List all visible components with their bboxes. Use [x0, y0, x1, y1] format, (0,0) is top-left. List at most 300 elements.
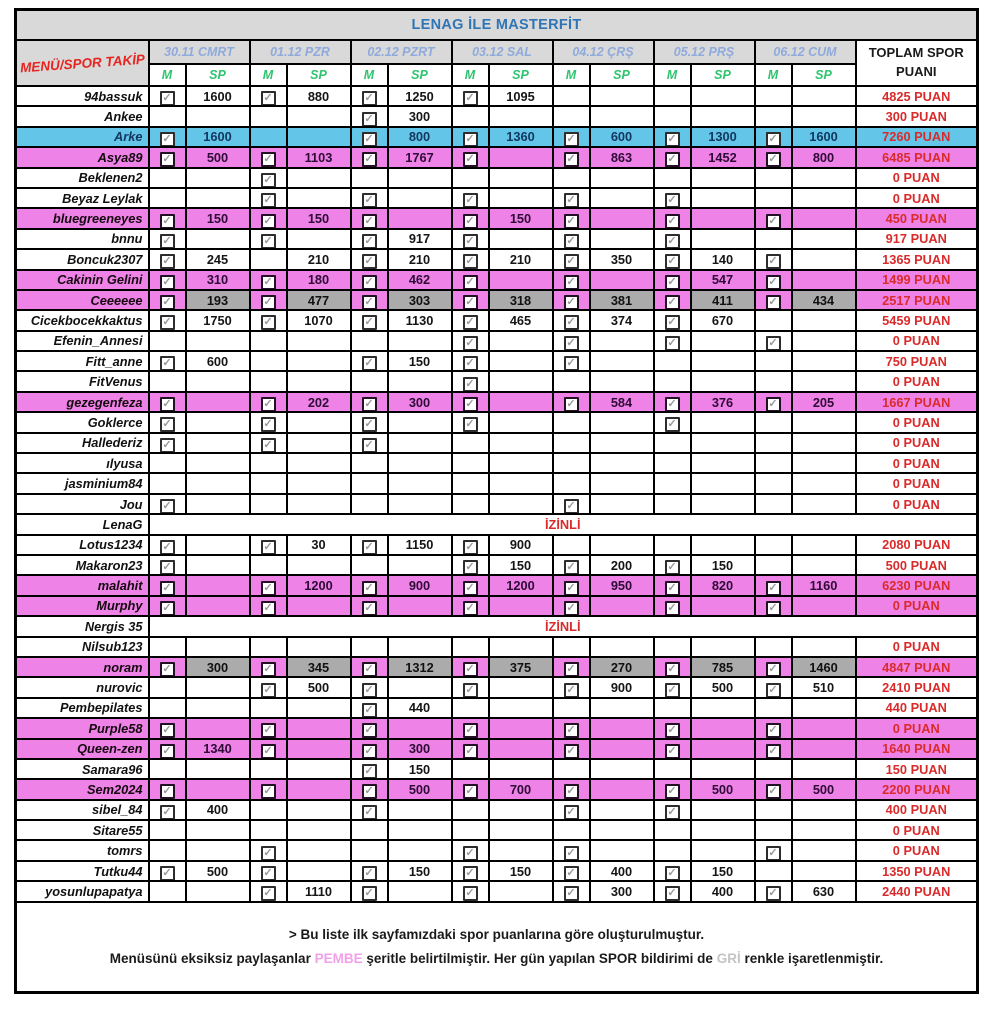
member-name: Fitt_anne: [16, 351, 149, 371]
menu-checkbox[interactable]: ✓: [362, 438, 377, 453]
menu-checkbox[interactable]: ✓: [362, 295, 377, 310]
sp-header: SP: [792, 64, 856, 86]
menu-checkbox[interactable]: ✓: [766, 846, 781, 861]
table-row: [16, 739, 978, 759]
sport-points-cell: 376: [691, 392, 755, 412]
sport-points-cell: [186, 555, 250, 575]
menu-check-cell: [654, 637, 691, 657]
menu-check-cell: [452, 840, 489, 860]
total-points: 0 PUAN: [856, 433, 978, 453]
menu-checkbox[interactable]: ✓: [766, 275, 781, 290]
sport-points-cell: [590, 779, 654, 799]
sport-points-cell: [489, 494, 553, 514]
table-row: [16, 86, 978, 106]
menu-checkbox[interactable]: ✓: [463, 377, 478, 392]
menu-checkbox[interactable]: ✓: [261, 193, 276, 208]
menu-checkbox[interactable]: ✓: [463, 132, 478, 147]
menu-checkbox[interactable]: ✓: [261, 214, 276, 229]
menu-checkbox[interactable]: ✓: [160, 91, 175, 106]
menu-check-cell: [452, 800, 489, 820]
menu-check-cell: [755, 718, 792, 738]
menu-checkbox[interactable]: ✓: [463, 662, 478, 677]
menu-checkbox[interactable]: ✓: [160, 601, 175, 616]
menu-checkbox[interactable]: ✓: [665, 784, 680, 799]
menu-checkbox[interactable]: ✓: [362, 356, 377, 371]
menu-checkbox[interactable]: ✓: [463, 744, 478, 759]
menu-checkbox[interactable]: ✓: [160, 499, 175, 514]
menu-checkbox[interactable]: ✓: [564, 295, 579, 310]
sport-points-cell: 1110: [287, 881, 351, 901]
menu-checkbox[interactable]: ✓: [362, 152, 377, 167]
menu-check-cell: [351, 249, 388, 269]
sport-points-cell: [792, 840, 856, 860]
menu-checkbox[interactable]: ✓: [665, 132, 680, 147]
menu-checkbox[interactable]: ✓: [665, 683, 680, 698]
menu-checkbox[interactable]: ✓: [362, 234, 377, 249]
menu-checkbox[interactable]: ✓: [362, 886, 377, 901]
menu-check-cell: [553, 229, 590, 249]
menu-checkbox[interactable]: ✓: [665, 417, 680, 432]
footnote-text: renkle işaretlenmiştir.: [740, 951, 884, 967]
menu-checkbox[interactable]: ✓: [463, 234, 478, 249]
menu-checkbox[interactable]: ✓: [463, 560, 478, 575]
menu-checkbox[interactable]: ✓: [261, 723, 276, 738]
menu-check-cell: [452, 657, 489, 677]
menu-checkbox[interactable]: ✓: [261, 438, 276, 453]
menu-checkbox[interactable]: ✓: [160, 397, 175, 412]
sport-points-cell: [590, 106, 654, 126]
menu-checkbox[interactable]: ✓: [160, 662, 175, 677]
menu-checkbox[interactable]: ✓: [261, 234, 276, 249]
sport-points-cell: [489, 677, 553, 697]
menu-checkbox[interactable]: ✓: [665, 723, 680, 738]
menu-checkbox[interactable]: ✓: [261, 581, 276, 596]
sport-points-cell: [186, 412, 250, 432]
menu-check-cell: [250, 331, 287, 351]
menu-checkbox[interactable]: ✓: [362, 397, 377, 412]
table-row: [16, 392, 978, 412]
menu-check-cell: [654, 718, 691, 738]
menu-checkbox[interactable]: ✓: [564, 356, 579, 371]
menu-checkbox[interactable]: ✓: [766, 214, 781, 229]
menu-checkbox[interactable]: ✓: [362, 744, 377, 759]
member-name: Cakinin Gelini: [16, 270, 149, 290]
menu-checkbox[interactable]: ✓: [362, 315, 377, 330]
sport-points-cell: [792, 310, 856, 330]
sport-points-cell: [792, 106, 856, 126]
total-points: 1499 PUAN: [856, 270, 978, 290]
menu-checkbox[interactable]: ✓: [463, 336, 478, 351]
menu-check-cell: [250, 371, 287, 391]
menu-check-cell: [250, 637, 287, 657]
menu-checkbox[interactable]: ✓: [362, 662, 377, 677]
menu-checkbox[interactable]: ✓: [261, 784, 276, 799]
menu-checkbox[interactable]: ✓: [261, 152, 276, 167]
menu-check-cell: [250, 820, 287, 840]
menu-checkbox[interactable]: ✓: [766, 397, 781, 412]
menu-checkbox[interactable]: ✓: [766, 683, 781, 698]
menu-checkbox[interactable]: ✓: [362, 601, 377, 616]
menu-checkbox[interactable]: ✓: [362, 723, 377, 738]
menu-check-cell: [654, 698, 691, 718]
menu-checkbox[interactable]: ✓: [463, 417, 478, 432]
menu-checkbox[interactable]: ✓: [463, 91, 478, 106]
menu-checkbox[interactable]: ✓: [261, 846, 276, 861]
menu-check-cell: [654, 596, 691, 616]
day-header-row: [16, 40, 978, 64]
table-row: [16, 779, 978, 799]
menu-checkbox[interactable]: ✓: [665, 275, 680, 290]
table-row: [16, 616, 978, 636]
menu-checkbox[interactable]: ✓: [766, 254, 781, 269]
menu-checkbox[interactable]: ✓: [665, 234, 680, 249]
menu-check-cell: [250, 392, 287, 412]
menu-check-cell: [553, 371, 590, 391]
menu-checkbox[interactable]: ✓: [766, 662, 781, 677]
menu-checkbox[interactable]: ✓: [564, 275, 579, 290]
menu-checkbox[interactable]: ✓: [463, 581, 478, 596]
table-row: [16, 249, 978, 269]
menu-checkbox[interactable]: ✓: [564, 560, 579, 575]
member-name: Lotus1234: [16, 535, 149, 555]
total-points: 2080 PUAN: [856, 535, 978, 555]
menu-checkbox[interactable]: ✓: [665, 805, 680, 820]
menu-check-cell: [351, 698, 388, 718]
menu-checkbox[interactable]: ✓: [564, 601, 579, 616]
menu-checkbox[interactable]: ✓: [362, 764, 377, 779]
menu-checkbox[interactable]: ✓: [665, 662, 680, 677]
menu-checkbox[interactable]: ✓: [564, 866, 579, 881]
menu-check-cell: [351, 596, 388, 616]
menu-checkbox[interactable]: ✓: [160, 295, 175, 310]
menu-checkbox[interactable]: ✓: [463, 356, 478, 371]
menu-checkbox[interactable]: ✓: [160, 866, 175, 881]
menu-checkbox[interactable]: ✓: [160, 784, 175, 799]
menu-check-cell: [452, 820, 489, 840]
menu-checkbox[interactable]: ✓: [362, 193, 377, 208]
sport-points-cell: [590, 759, 654, 779]
menu-checkbox[interactable]: ✓: [463, 254, 478, 269]
total-header-line1: TOPLAM SPOR: [868, 45, 964, 61]
menu-check-cell: [654, 677, 691, 697]
menu-checkbox[interactable]: ✓: [463, 683, 478, 698]
member-name: Makaron23: [16, 555, 149, 575]
menu-checkbox[interactable]: ✓: [564, 152, 579, 167]
menu-check-cell: [755, 657, 792, 677]
menu-checkbox[interactable]: ✓: [261, 744, 276, 759]
sport-points-cell: 150: [388, 861, 452, 881]
menu-checkbox[interactable]: ✓: [160, 254, 175, 269]
member-name: yosunlupapatya: [16, 881, 149, 901]
sport-points-cell: [388, 473, 452, 493]
menu-checkbox[interactable]: ✓: [463, 866, 478, 881]
menu-checkbox[interactable]: ✓: [261, 662, 276, 677]
menu-checkbox[interactable]: ✓: [766, 581, 781, 596]
menu-checkbox[interactable]: ✓: [564, 683, 579, 698]
menu-checkbox[interactable]: ✓: [261, 91, 276, 106]
table-row: [16, 555, 978, 575]
menu-checkbox[interactable]: ✓: [564, 254, 579, 269]
member-name: Samara96: [16, 759, 149, 779]
menu-checkbox[interactable]: ✓: [665, 744, 680, 759]
menu-checkbox[interactable]: ✓: [362, 866, 377, 881]
menu-checkbox[interactable]: ✓: [362, 581, 377, 596]
menu-checkbox[interactable]: ✓: [160, 417, 175, 432]
sport-points-cell: [792, 331, 856, 351]
menu-checkbox[interactable]: ✓: [665, 581, 680, 596]
menu-checkbox[interactable]: ✓: [564, 234, 579, 249]
total-points: 1365 PUAN: [856, 249, 978, 269]
menu-checkbox[interactable]: ✓: [564, 193, 579, 208]
menu-check-cell: [654, 453, 691, 473]
menu-checkbox[interactable]: ✓: [564, 744, 579, 759]
menu-checkbox[interactable]: ✓: [463, 784, 478, 799]
menu-checkbox[interactable]: ✓: [362, 417, 377, 432]
sport-points-cell: [388, 453, 452, 473]
menu-checkbox[interactable]: ✓: [463, 193, 478, 208]
menu-checkbox[interactable]: ✓: [463, 723, 478, 738]
sport-points-cell: [287, 800, 351, 820]
menu-checkbox[interactable]: ✓: [160, 805, 175, 820]
sport-points-cell: 210: [489, 249, 553, 269]
menu-checkbox[interactable]: ✓: [261, 397, 276, 412]
member-name: Ceeeeee: [16, 290, 149, 310]
menu-checkbox[interactable]: ✓: [564, 784, 579, 799]
menu-check-cell: [755, 575, 792, 595]
menu-check-cell: [250, 168, 287, 188]
sport-points-cell: 820: [691, 575, 755, 595]
menu-checkbox[interactable]: ✓: [362, 805, 377, 820]
menu-check-cell: [250, 249, 287, 269]
sport-points-cell: 1312: [388, 657, 452, 677]
menu-checkbox[interactable]: ✓: [463, 886, 478, 901]
menu-check-cell: [755, 127, 792, 147]
sport-points-cell: [287, 637, 351, 657]
menu-checkbox[interactable]: ✓: [665, 397, 680, 412]
menu-checkbox[interactable]: ✓: [766, 744, 781, 759]
menu-checkbox[interactable]: ✓: [160, 723, 175, 738]
total-points: 1350 PUAN: [856, 861, 978, 881]
sport-points-cell: [489, 412, 553, 432]
menu-checkbox[interactable]: ✓: [665, 152, 680, 167]
menu-checkbox[interactable]: ✓: [766, 723, 781, 738]
menu-check-cell: [452, 86, 489, 106]
menu-checkbox[interactable]: ✓: [160, 438, 175, 453]
menu-checkbox[interactable]: ✓: [463, 152, 478, 167]
sport-points-cell: [691, 208, 755, 228]
menu-checkbox[interactable]: ✓: [160, 315, 175, 330]
sport-points-cell: [287, 433, 351, 453]
menu-checkbox[interactable]: ✓: [766, 886, 781, 901]
day-header-06-12: 06.12 CUM: [755, 40, 856, 64]
menu-check-cell: [452, 270, 489, 290]
menu-checkbox[interactable]: ✓: [665, 601, 680, 616]
sport-points-cell: 375: [489, 657, 553, 677]
member-name: Jou: [16, 494, 149, 514]
menu-checkbox[interactable]: ✓: [463, 295, 478, 310]
menu-checkbox[interactable]: ✓: [160, 581, 175, 596]
sport-points-cell: 300: [186, 657, 250, 677]
sport-points-cell: 800: [792, 147, 856, 167]
table-row: [16, 106, 978, 126]
menu-check-cell: [250, 290, 287, 310]
menu-checkbox[interactable]: ✓: [463, 214, 478, 229]
menu-checkbox[interactable]: ✓: [160, 152, 175, 167]
menu-checkbox[interactable]: ✓: [463, 846, 478, 861]
menu-checkbox[interactable]: ✓: [160, 560, 175, 575]
menu-checkbox[interactable]: ✓: [362, 254, 377, 269]
sport-points-cell: [186, 188, 250, 208]
sport-points-cell: 500: [186, 861, 250, 881]
member-name: Goklerce: [16, 412, 149, 432]
menu-checkbox[interactable]: ✓: [564, 315, 579, 330]
menu-check-cell: [553, 596, 590, 616]
menu-checkbox[interactable]: ✓: [362, 683, 377, 698]
menu-checkbox[interactable]: ✓: [665, 866, 680, 881]
menu-checkbox[interactable]: ✓: [261, 315, 276, 330]
member-name: Pembepilates: [16, 698, 149, 718]
menu-checkbox[interactable]: ✓: [463, 315, 478, 330]
sport-points-cell: 300: [388, 739, 452, 759]
menu-checkbox[interactable]: ✓: [261, 886, 276, 901]
menu-checkbox[interactable]: ✓: [261, 275, 276, 290]
menu-check-cell: [553, 494, 590, 514]
menu-checkbox[interactable]: ✓: [766, 601, 781, 616]
menu-checkbox[interactable]: ✓: [766, 132, 781, 147]
menu-checkbox[interactable]: ✓: [665, 315, 680, 330]
sport-points-cell: 670: [691, 310, 755, 330]
sport-points-cell: [186, 596, 250, 616]
sport-points-cell: [186, 698, 250, 718]
menu-checkbox[interactable]: ✓: [463, 601, 478, 616]
menu-checkbox[interactable]: ✓: [362, 703, 377, 718]
sport-points-cell: [792, 371, 856, 391]
sport-points-cell: [186, 535, 250, 555]
sport-points-cell: [388, 168, 452, 188]
menu-checkbox[interactable]: ✓: [261, 601, 276, 616]
menu-check-cell: [452, 310, 489, 330]
menu-checkbox[interactable]: ✓: [362, 91, 377, 106]
day-header-02-12: 02.12 PZRT: [351, 40, 452, 64]
menu-check-cell: [654, 433, 691, 453]
menu-checkbox[interactable]: ✓: [564, 132, 579, 147]
menu-checkbox[interactable]: ✓: [665, 254, 680, 269]
sport-points-cell: [691, 494, 755, 514]
sport-points-cell: [489, 637, 553, 657]
menu-checkbox[interactable]: ✓: [766, 784, 781, 799]
menu-checkbox[interactable]: ✓: [160, 234, 175, 249]
menu-checkbox[interactable]: ✓: [463, 397, 478, 412]
menu-checkbox[interactable]: ✓: [261, 295, 276, 310]
menu-check-cell: [351, 861, 388, 881]
menu-checkbox[interactable]: ✓: [160, 744, 175, 759]
menu-checkbox[interactable]: ✓: [261, 866, 276, 881]
menu-check-cell: [149, 453, 186, 473]
menu-checkbox[interactable]: ✓: [665, 295, 680, 310]
menu-checkbox[interactable]: ✓: [261, 417, 276, 432]
menu-checkbox[interactable]: ✓: [160, 132, 175, 147]
menu-checkbox[interactable]: ✓: [564, 581, 579, 596]
sport-points-cell: [186, 637, 250, 657]
menu-checkbox[interactable]: ✓: [564, 662, 579, 677]
sport-points-cell: [489, 188, 553, 208]
menu-checkbox[interactable]: ✓: [665, 193, 680, 208]
sport-points-cell: 303: [388, 290, 452, 310]
m-header: M: [755, 64, 792, 86]
menu-checkbox[interactable]: ✓: [564, 846, 579, 861]
table-row: [16, 188, 978, 208]
menu-checkbox[interactable]: ✓: [362, 132, 377, 147]
menu-checkbox[interactable]: ✓: [564, 336, 579, 351]
menu-checkbox[interactable]: ✓: [564, 723, 579, 738]
menu-checkbox[interactable]: ✓: [362, 540, 377, 555]
sport-points-cell: [691, 106, 755, 126]
menu-checkbox[interactable]: ✓: [665, 560, 680, 575]
menu-check-cell: [250, 698, 287, 718]
menu-checkbox[interactable]: ✓: [665, 214, 680, 229]
menu-checkbox[interactable]: ✓: [463, 540, 478, 555]
menu-checkbox[interactable]: ✓: [261, 683, 276, 698]
total-points: 0 PUAN: [856, 168, 978, 188]
sport-points-cell: 630: [792, 881, 856, 901]
menu-check-cell: [149, 575, 186, 595]
menu-checkbox[interactable]: ✓: [362, 112, 377, 127]
menu-checkbox[interactable]: ✓: [766, 336, 781, 351]
menu-check-cell: [553, 106, 590, 126]
table-row: [16, 596, 978, 616]
sport-points-cell: 150: [388, 351, 452, 371]
menu-checkbox[interactable]: ✓: [362, 275, 377, 290]
menu-checkbox[interactable]: ✓: [665, 336, 680, 351]
menu-checkbox[interactable]: ✓: [160, 540, 175, 555]
menu-checkbox[interactable]: ✓: [362, 784, 377, 799]
sport-points-cell: [590, 494, 654, 514]
menu-checkbox[interactable]: ✓: [160, 356, 175, 371]
sport-points-cell: [388, 820, 452, 840]
menu-check-cell: [553, 351, 590, 371]
menu-check-cell: [654, 106, 691, 126]
total-points: 0 PUAN: [856, 637, 978, 657]
menu-checkbox[interactable]: ✓: [766, 295, 781, 310]
menu-check-cell: [755, 208, 792, 228]
menu-check-cell: [452, 351, 489, 371]
menu-checkbox[interactable]: ✓: [463, 275, 478, 290]
sport-points-cell: 300: [590, 881, 654, 901]
menu-checkbox[interactable]: ✓: [261, 540, 276, 555]
corner-header: [16, 40, 149, 86]
menu-checkbox[interactable]: ✓: [564, 886, 579, 901]
menu-checkbox[interactable]: ✓: [160, 275, 175, 290]
menu-checkbox[interactable]: ✓: [564, 499, 579, 514]
menu-check-cell: [149, 147, 186, 167]
menu-check-cell: [351, 392, 388, 412]
menu-checkbox[interactable]: ✓: [564, 805, 579, 820]
sport-points-cell: [287, 555, 351, 575]
menu-checkbox[interactable]: ✓: [564, 214, 579, 229]
menu-checkbox[interactable]: ✓: [766, 152, 781, 167]
menu-checkbox[interactable]: ✓: [362, 214, 377, 229]
sport-points-cell: [287, 840, 351, 860]
menu-checkbox[interactable]: ✓: [564, 397, 579, 412]
menu-check-cell: [452, 229, 489, 249]
menu-check-cell: [351, 677, 388, 697]
sp-header: SP: [590, 64, 654, 86]
menu-checkbox[interactable]: ✓: [665, 886, 680, 901]
footnote-row: [16, 902, 978, 993]
menu-check-cell: [351, 127, 388, 147]
menu-checkbox[interactable]: ✓: [160, 214, 175, 229]
menu-checkbox[interactable]: ✓: [261, 173, 276, 188]
